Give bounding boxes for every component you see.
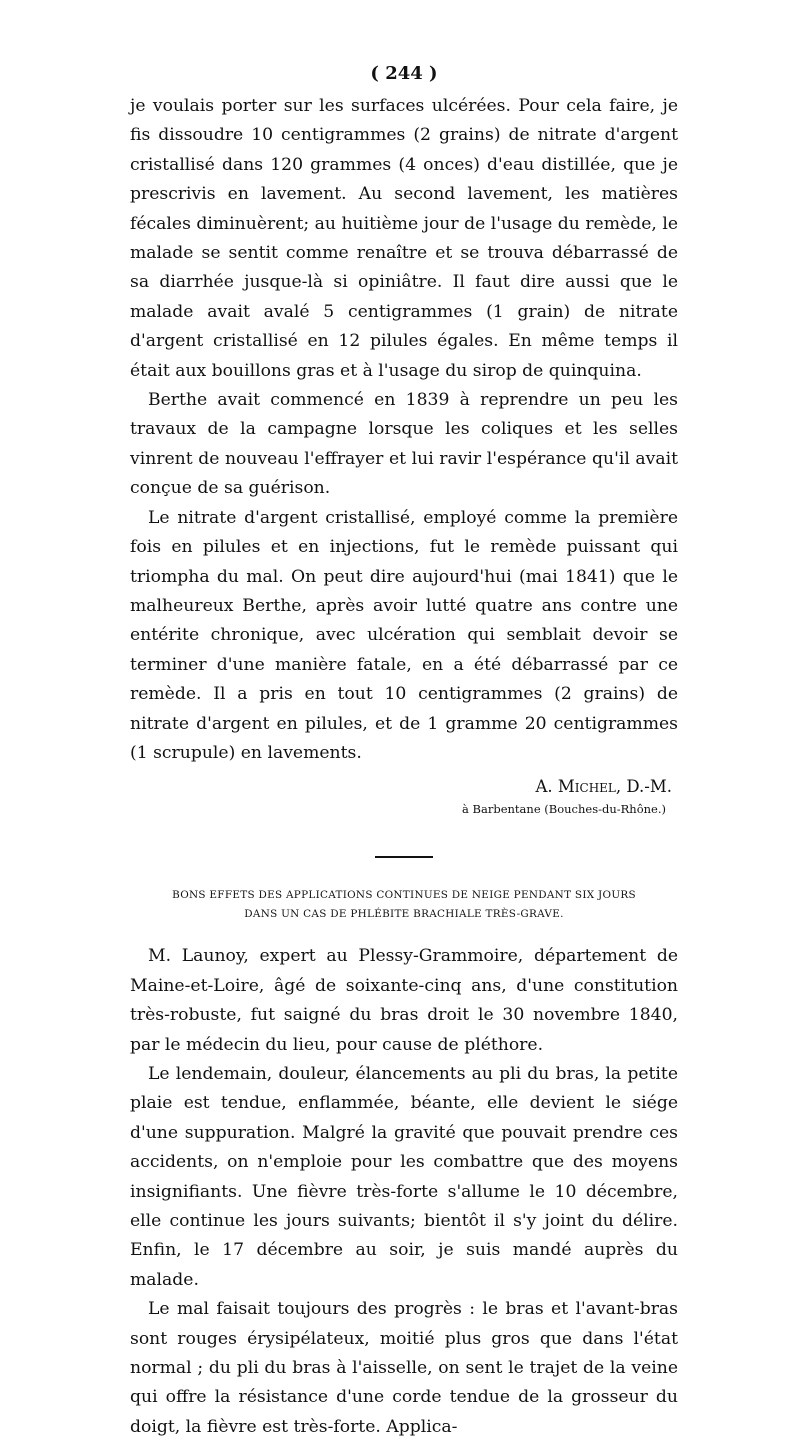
section-heading-line-1: BONS EFFETS DES APPLICATIONS CONTINUES DE NEIGE PENDANT SIX JOURS [172, 889, 636, 902]
signature-initial: A. [535, 777, 558, 797]
paragraph-launoy: M. Launoy, expert au Plessy-Grammoire, département de Maine-et-Loire, âgé de soixante-cinq ans, d'une constitution très-robuste, fut saigné du bras droit le 30 novembre 1840, par le médecin du lieu, pour cause de pléthore. [130, 946, 678, 1055]
signature [130, 774, 672, 800]
paragraph-berthe-1839: Berthe avait commencé en 1839 à reprendre un peu les travaux de la campagne lorsque les coliques et les selles vinrent de nouveau l'effrayer et lui ravir l'espérance qu'il avait conçue de sa guérison. [130, 390, 678, 499]
page-number: ( 244 ) [370, 63, 438, 84]
section-heading-line-2: DANS UN CAS DE PHLÉBITE BRACHIALE TRÈS-GRAVE. [244, 908, 564, 921]
section-divider [375, 856, 433, 858]
signature-place: à Barbentane (Bouches-du-Rhône.) [462, 802, 666, 817]
signature-name: Michel [557, 777, 616, 797]
page [130, 62, 678, 1442]
paragraph-progres: Le mal faisait toujours des progrès : le bras et l'avant-bras sont rouges érysipélateux, moitié plus gros que dans l'état normal ; du pli du bras à l'aisselle, on sent le trajet de la veine qui offre la résistance d'une corde tendue de la grosseur du doigt, la fièvre est très-forte. Applica- [130, 1299, 678, 1437]
signature-title: , D.-M. [615, 777, 672, 797]
section-heading [130, 886, 678, 924]
paragraph-nitrate-argent: Le nitrate d'argent cristallisé, employé comme la première fois en pilules et en injections, fut le remède puissant qui triompha du mal. On peut dire aujourd'hui (mai 1841) que le malheureux Berthe, après avoir lutté quatre ans contre une entérite chronique, avec ulcération qui semblait devoir se terminer d'une manière fatale, en a été débarrassé par ce remède. Il a pris en tout 10 centigrammes (2 grains) de nitrate d'argent en pilules, et de 1 gramme 20 centigrammes (1 scrupule) en lavements. [130, 507, 678, 763]
paragraph-continuation: je voulais porter sur les surfaces ulcérées. Pour cela faire, je fis dissoudre 10 centigrammes (2 grains) de nitrate d'argent cristallisé dans 120 grammes (4 onces) d'eau distillée, que je prescrivis en lavement. Au second lavement, les matières fécales diminuèrent; au huitième jour de l'usage du remède, le malade se sentit comme renaître et se trouva débarrassé de sa diarrhée jusque-là si opiniâtre. Il faut dire aussi que le malade avait avalé 5 centigrammes (1 grain) de nitrate d'argent cristallisé en 12 pilules égales. En même temps il était aux bouillons gras et à l'usage du sirop de quinquina. [130, 96, 678, 381]
paragraph-lendemain: Le lendemain, douleur, élancements au pli du bras, la petite plaie est tendue, enflammée, béante, elle devient le siége d'une suppuration. Malgré la gravité que pouvait prendre ces accidents, on n'emploie pour les combattre que des moyens insignifiants. Une fièvre très-forte s'allume le 10 décembre, elle continue les jours suivants; bientôt il s'y joint du délire. Enfin, le 17 décembre au soir, je suis mandé auprès du malade. [130, 1063, 678, 1290]
